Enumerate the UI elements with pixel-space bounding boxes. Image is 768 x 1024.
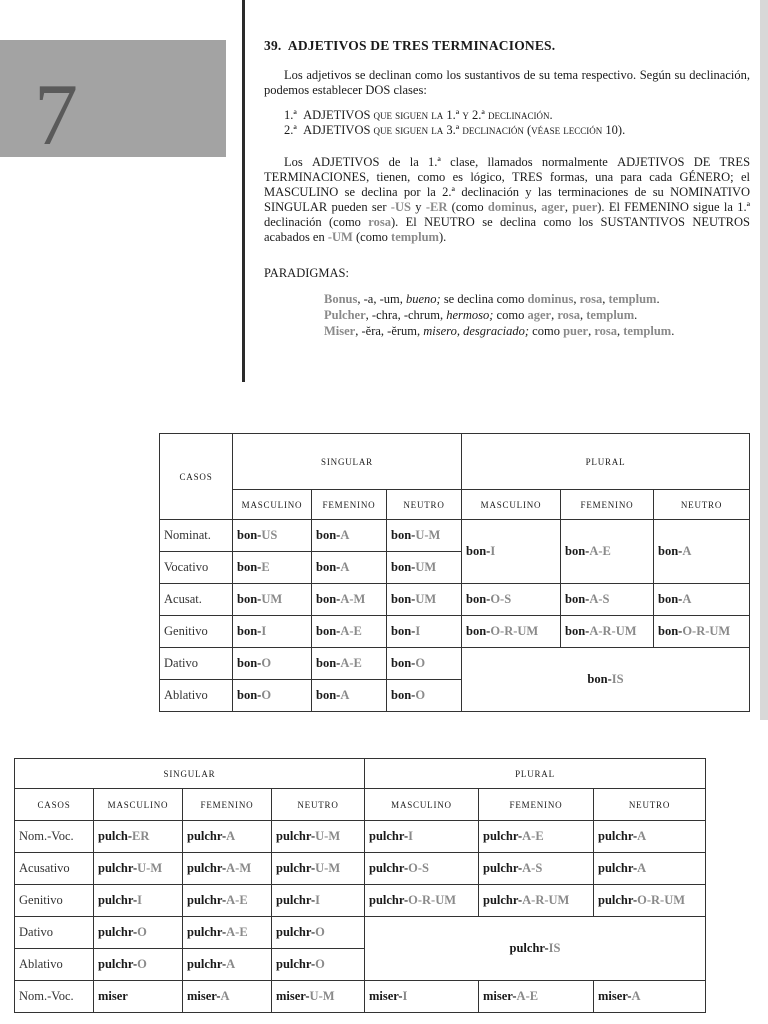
form-cell: bon-A-R-UM xyxy=(561,616,654,648)
section-heading xyxy=(264,38,555,54)
form-cell: pulchr-O xyxy=(94,917,183,949)
table-row xyxy=(15,917,706,949)
case-label: Nom.-Voc. xyxy=(15,821,94,853)
gender-header: NEUTRO xyxy=(272,789,365,821)
case-label: Genitivo xyxy=(15,885,94,917)
case-label: Vocativo xyxy=(160,552,233,584)
form-cell: bon-I xyxy=(233,616,312,648)
vertical-rule xyxy=(242,0,245,382)
form-cell: pulchr-A xyxy=(183,949,272,981)
form-cell: pulchr-U-M xyxy=(272,853,365,885)
case-label: Ablativo xyxy=(15,949,94,981)
gender-header: MASCULINO xyxy=(462,490,561,520)
gender-header: FEMENINO xyxy=(479,789,594,821)
page-edge-strip xyxy=(760,0,768,720)
gender-header: NEUTRO xyxy=(387,490,462,520)
form-cell: bon-A-S xyxy=(561,584,654,616)
form-cell: pulchr-O-S xyxy=(365,853,479,885)
gender-header: FEMENINO xyxy=(312,490,387,520)
class-item xyxy=(284,123,744,138)
class-text: ADJETIVOS que siguen la 3.ª declinación (véase lección 10). xyxy=(303,123,626,137)
paradigm-line: Pulcher, -chra, -chrum, hermoso; como ager, rosa, templum. xyxy=(324,308,638,322)
chapter-number: 7 xyxy=(34,67,78,164)
pulcher-declension-table xyxy=(14,758,706,1013)
form-cell: bon-O xyxy=(387,680,462,712)
form-cell: bon-A xyxy=(654,520,750,584)
case-label: Ablativo xyxy=(160,680,233,712)
bonus-declension-table xyxy=(159,433,750,712)
singular-header: SINGULAR xyxy=(15,759,365,789)
section-title: ADJETIVOS DE TRES TERMINACIONES. xyxy=(287,38,556,53)
form-cell: pulchr-O-R-UM xyxy=(365,885,479,917)
form-cell: bon-A-E xyxy=(312,616,387,648)
form-cell: bon-O xyxy=(233,648,312,680)
form-cell: pulchr-O xyxy=(272,949,365,981)
form-cell: pulchr-I xyxy=(94,885,183,917)
gender-header: MASCULINO xyxy=(365,789,479,821)
form-cell: pulchr-U-M xyxy=(272,821,365,853)
gender-header: MASCULINO xyxy=(233,490,312,520)
class-number: 2.ª xyxy=(284,123,297,137)
form-cell: bon-I xyxy=(462,520,561,584)
form-cell: pulchr-A-R-UM xyxy=(479,885,594,917)
form-cell: bon-O-S xyxy=(462,584,561,616)
form-cell: miser-I xyxy=(365,981,479,1013)
gender-header: FEMENINO xyxy=(183,789,272,821)
form-cell: bon-O xyxy=(387,648,462,680)
paradigm-line: Bonus, -a, -um, bueno; se declina como dominus, rosa, templum. xyxy=(324,292,660,306)
singular-header: SINGULAR xyxy=(233,434,462,490)
table-row xyxy=(15,981,706,1013)
class-number: 1.ª xyxy=(284,108,297,122)
form-cell: bon-A xyxy=(312,520,387,552)
form-cell: miser-A xyxy=(594,981,706,1013)
table-row xyxy=(160,520,750,552)
form-cell: bon-A xyxy=(312,552,387,584)
casos-header: CASOS xyxy=(160,434,233,520)
form-cell: pulchr-U-M xyxy=(94,853,183,885)
case-label: Acusativo xyxy=(15,853,94,885)
table-row xyxy=(160,584,750,616)
form-cell: bon-US xyxy=(233,520,312,552)
gender-header: FEMENINO xyxy=(561,490,654,520)
paradigms-label: PARADIGMAS: xyxy=(264,266,349,280)
form-cell: pulchr-I xyxy=(272,885,365,917)
form-cell: bon-O-R-UM xyxy=(654,616,750,648)
table-row xyxy=(15,853,706,885)
form-cell: bon-A xyxy=(654,584,750,616)
gender-header: NEUTRO xyxy=(594,789,706,821)
form-cell: bon-O xyxy=(233,680,312,712)
class-item xyxy=(284,108,744,123)
table-row xyxy=(15,821,706,853)
form-cell: miser-U-M xyxy=(272,981,365,1013)
form-cell: miser xyxy=(94,981,183,1013)
form-cell: bon-UM xyxy=(387,552,462,584)
form-cell: pulchr-IS xyxy=(365,917,706,981)
case-label: Dativo xyxy=(15,917,94,949)
classes-list xyxy=(284,108,744,138)
table-row xyxy=(160,616,750,648)
case-label: Nom.-Voc. xyxy=(15,981,94,1013)
form-cell: miser-A xyxy=(183,981,272,1013)
case-label: Nominat. xyxy=(160,520,233,552)
intro-paragraph: Los adjetivos se declinan como los sustantivos de su tema respectivo. Según su declinación, podemos establecer DOS clases: xyxy=(264,68,750,97)
form-cell: pulchr-A-E xyxy=(183,917,272,949)
form-cell: miser-A-E xyxy=(479,981,594,1013)
gender-header: NEUTRO xyxy=(654,490,750,520)
paradigm-line: Miser, -ĕra, -ĕrum, misero, desgraciado; como puer, rosa, templum. xyxy=(324,324,675,338)
form-cell: bon-UM xyxy=(233,584,312,616)
form-cell: pulchr-A-S xyxy=(479,853,594,885)
form-cell: bon-IS xyxy=(462,648,750,712)
form-cell: pulchr-A-E xyxy=(479,821,594,853)
form-cell: pulchr-A-M xyxy=(183,853,272,885)
form-cell: bon-I xyxy=(387,616,462,648)
plural-header: PLURAL xyxy=(365,759,706,789)
form-cell: pulchr-O xyxy=(272,917,365,949)
form-cell: pulchr-A xyxy=(594,853,706,885)
form-cell: pulchr-A-E xyxy=(183,885,272,917)
case-label: Dativo xyxy=(160,648,233,680)
form-cell: pulchr-A xyxy=(183,821,272,853)
form-cell: pulchr-I xyxy=(365,821,479,853)
form-cell: bon-O-R-UM xyxy=(462,616,561,648)
table-row xyxy=(160,648,750,680)
form-cell: pulch-ER xyxy=(94,821,183,853)
form-cell: bon-UM xyxy=(387,584,462,616)
form-cell: pulchr-A xyxy=(594,821,706,853)
table-row xyxy=(15,885,706,917)
form-cell: bon-A-M xyxy=(312,584,387,616)
class-text: ADJETIVOS que siguen la 1.ª y 2.ª declinación. xyxy=(303,108,553,122)
form-cell: pulchr-O-R-UM xyxy=(594,885,706,917)
form-cell: bon-A-E xyxy=(561,520,654,584)
section-number: 39. xyxy=(264,38,282,53)
casos-header: CASOS xyxy=(15,789,94,821)
form-cell: bon-A xyxy=(312,680,387,712)
form-cell: bon-A-E xyxy=(312,648,387,680)
gender-header: MASCULINO xyxy=(94,789,183,821)
form-cell: bon-U-M xyxy=(387,520,462,552)
case-label: Genitivo xyxy=(160,616,233,648)
chapter-box xyxy=(0,40,226,164)
form-cell: pulchr-O xyxy=(94,949,183,981)
case-label: Acusat. xyxy=(160,584,233,616)
explanation-paragraph: Los ADJETIVOS de la 1.ª clase, llamados normalmente ADJETIVOS DE TRES TERMINACIONES, tienen, como es lógico, TRES formas, una para cada GÉNERO; el MASCULINO se declina por la 2.ª declinación y las terminaciones de su NOMINATIVO SINGULAR pueden ser -US y -ER (como dominus, ager, puer). El FEMENINO sigue la 1.ª declinación (como rosa). El NEUTRO se declina como los SUSTANTIVOS NEUTROS acabados en -UM (como templum). xyxy=(264,155,751,244)
plural-header: PLURAL xyxy=(462,434,750,490)
form-cell: bon-E xyxy=(233,552,312,584)
